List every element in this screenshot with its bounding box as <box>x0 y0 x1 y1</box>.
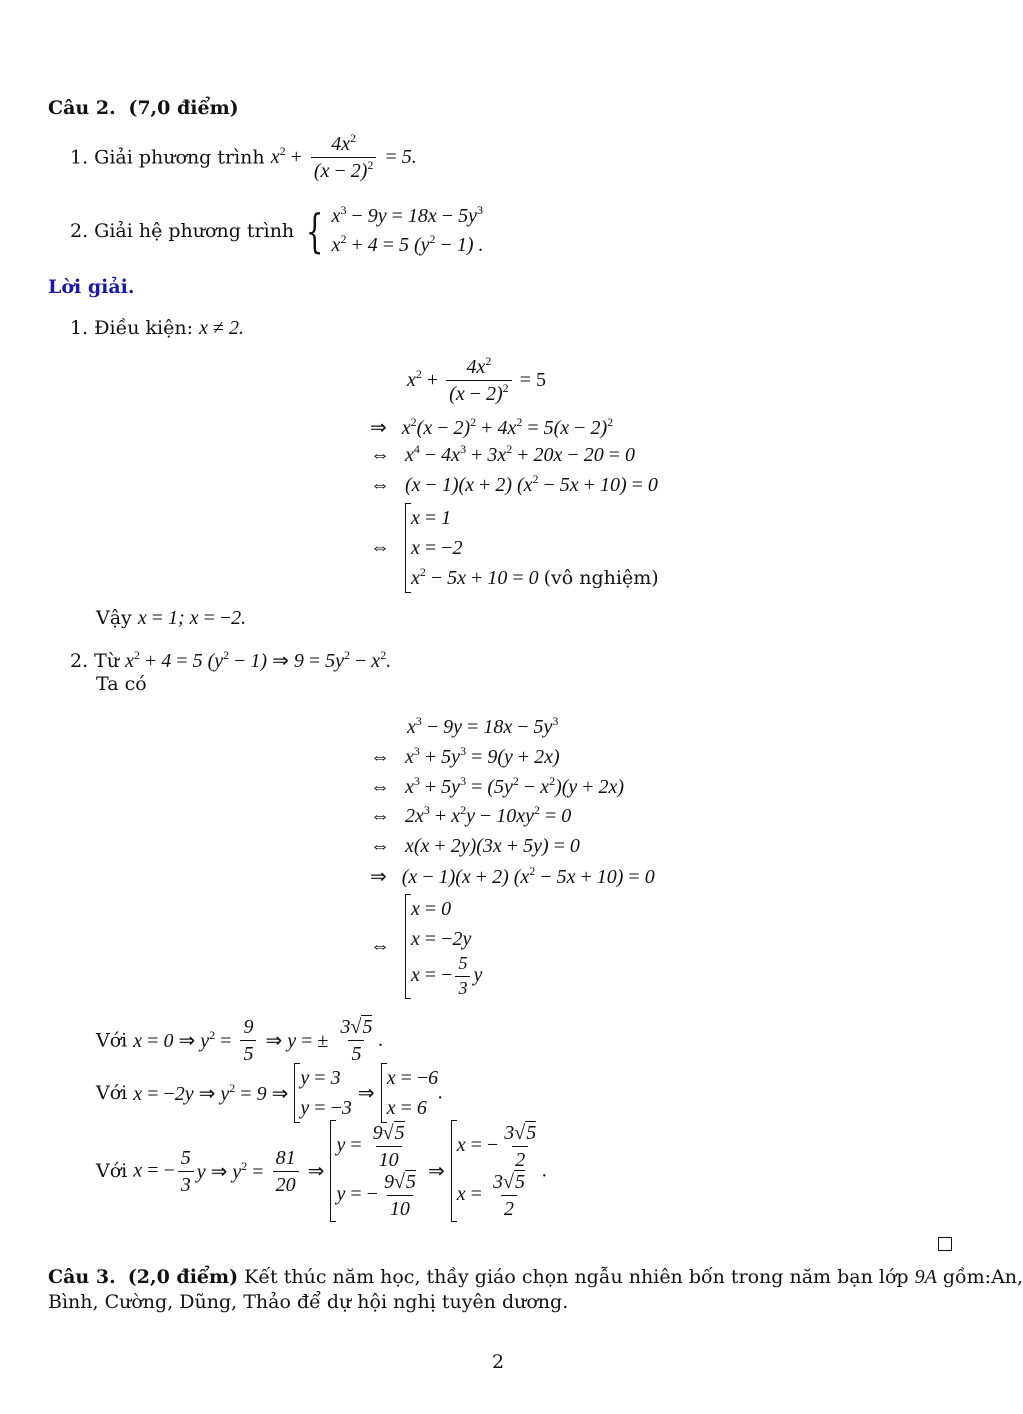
case-x-zero: Với x = 0 ⇒ $y^2$ = $\frac{9}{5}$ ⇒ y = ± $\frac{3√5}{5}$ . <box>96 1016 384 1065</box>
no-solution-note: (vô nghiệm) <box>543 567 659 589</box>
case-x-minus-2y: Với x = −2y ⇒ $y^2 = 9$ ⇒ y = 3 y = −3 ⇒ x = −6 x = 6 . <box>96 1063 443 1123</box>
task-2: 2. Giải hệ phương trình { $x^3 - 9y = 18x - 5y^3$ $x^2 + 4 = 5$ $(y^2 - 1)$ . <box>70 203 484 258</box>
conclusion-label: Vậy <box>96 607 132 629</box>
with-label: Với <box>96 1029 128 1052</box>
question-3-line-2: Bình, Cường, Dũng, Thảo để dự hội nghị tuyên dương. <box>48 1291 569 1313</box>
solution-label: Lời giải. <box>48 276 135 298</box>
derivation-1-line-2: ⇒ $x^2(x - 2)^2 + 4x^2 = 5(x - 2)^2$ <box>370 415 614 439</box>
derivation-2-line-5: ⇔ x(x + 2y)(3x + 5y) = 0 <box>370 835 580 857</box>
question-points: (7,0 điểm) <box>128 97 239 119</box>
question-3-line-1 <box>48 1266 1023 1289</box>
derivation-2-line-2: ⇔ $x^3 + 5y^3 = 9(y + 2x)$ <box>370 744 560 768</box>
derivation-1-cases: ⇔ x = 1 x = −2 $x^2 - 5x + 10 = 0$ (vô nghiệm) <box>370 503 659 593</box>
derivation-1-line-4: ⇔ (x − 1)(x + 2) $(x^2 - 5x + 10) = 0$ <box>370 472 658 496</box>
case-x-minus-5-3-y: Với x = − $\frac{5}{3}$ y ⇒ $y^2$ = $\frac{81}{20}$ ⇒ y = $\frac{9√5}{10}$ y = − $\frac{9√5}{10}$ ⇒ x = − $\frac{3√5}{2}$ x = $\frac{3√5}{2}$ . <box>96 1122 548 1220</box>
derivation-2-line-1: $x^3 - 9y = 18x - 5y^3$ <box>407 714 559 738</box>
derivation-2-cases: ⇔ x = 0 x = −2y x = − $\frac{5}{3}$ y <box>370 894 482 999</box>
with-label: Với <box>96 1082 128 1104</box>
part-2-intro: 2. Từ $x^2 + 4 = 5$ $(y^2 - 1)$ ⇒ $9 = 5y^2 - x^2$. <box>70 648 392 672</box>
derivation-2-line-6: ⇒ (x − 1)(x + 2) $(x^2 - 5x + 10) = 0$ <box>370 864 655 888</box>
part-1-condition: 1. Điều kiện: x ≠ 2. <box>70 317 244 339</box>
question-2-heading <box>48 97 239 119</box>
part-1-conclusion: Vậy x = 1; x = −2. <box>96 607 247 629</box>
derivation-1-line-3: ⇔ $x^4 - 4x^3 + 3x^2 + 20x - 20 = 0$ <box>370 442 635 466</box>
class-name: 9A <box>914 1266 937 1288</box>
condition-label: 1. Điều kiện: <box>70 317 194 339</box>
we-have-label: Ta có <box>96 673 147 695</box>
derivation-1-line-1: $x^2$ + $\frac{4x^2}{(x - 2)^2}$ = 5 <box>407 354 546 405</box>
task-2-label: 2. Giải hệ phương trình <box>70 220 295 242</box>
question-3-title: Câu 3. <box>48 1266 116 1288</box>
task-1-label: 1. Giải phương trình <box>70 146 265 169</box>
question-title: Câu 2. <box>48 97 116 119</box>
task-1: 1. Giải phương trình $x^2$ + $\frac{4x^2}{(x - 2)^2}$ = 5. <box>70 131 417 182</box>
derivation-2-line-3: ⇔ $x^3 + 5y^3 = (5y^2 - x^2)(y + 2x)$ <box>370 774 625 798</box>
from-label: 2. Từ <box>70 650 120 672</box>
with-label: Với <box>96 1160 128 1182</box>
question-3-points: (2,0 điểm) <box>127 1266 239 1288</box>
qed-box <box>938 1237 952 1251</box>
derivation-2-line-4: ⇔ $2x^3 + x^2y - 10xy^2 = 0$ <box>370 803 572 827</box>
question-3-text: Kết thúc năm học, thầy giáo chọn ngẫu nhiên bốn trong năm bạn lớp <box>244 1266 909 1288</box>
question-3-text-end: gồm:An, <box>942 1266 1023 1288</box>
page-number: 2 <box>492 1351 505 1373</box>
